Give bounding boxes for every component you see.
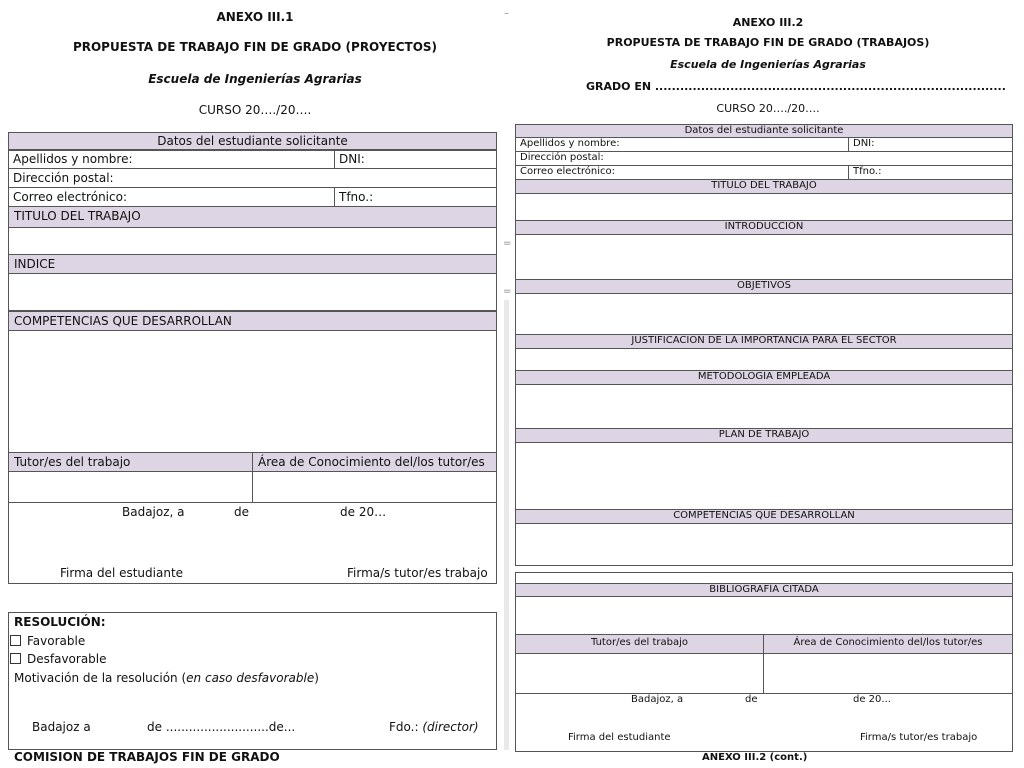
- right-place-date: Badajoz, a: [631, 694, 684, 705]
- left-unfavorable-option[interactable]: [10, 652, 107, 666]
- left-date-de1: de: [234, 505, 249, 519]
- right-bibliography-section: BIBLIOGRAFÍA CITADA: [515, 583, 1013, 597]
- left-skills-section: COMPETENCIAS QUE DESARROLLAN: [8, 311, 497, 331]
- left-area-input[interactable]: [252, 471, 497, 503]
- right-phone-label: Tfno.:: [853, 166, 882, 177]
- left-date-de2: de 20…: [340, 505, 387, 519]
- unfavorable-checkbox[interactable]: [10, 653, 21, 664]
- favorable-checkbox[interactable]: [10, 635, 21, 646]
- right-intro-section: INTRODUCCION: [515, 220, 1013, 235]
- right-methodology-input[interactable]: [515, 384, 1013, 429]
- right-tutors-input[interactable]: [515, 653, 764, 694]
- left-area-label: Área de Conocimiento del/los tutor/es: [252, 452, 497, 472]
- left-unfavorable-label: Desfavorable: [27, 652, 107, 666]
- left-fdo: Fdo.: (director): [389, 720, 479, 734]
- left-course: CURSO 20…./20….: [198, 103, 312, 117]
- left-favorable-option[interactable]: [10, 634, 85, 648]
- left-index-input[interactable]: [8, 273, 497, 311]
- right-plan-section: PLAN DE TRABAJO: [515, 428, 1013, 443]
- left-title-section: TITULO DEL TRABAJO: [8, 206, 497, 228]
- right-justification-section: JUSTIFICACIÓN DE LA IMPORTANCIA PARA EL SECTOR: [515, 334, 1013, 349]
- right-name-field[interactable]: [515, 137, 849, 152]
- page-divider: [504, 300, 509, 750]
- left-dni-field[interactable]: [334, 150, 497, 169]
- right-degree: GRADO EN ....................................................................................: [586, 80, 1006, 93]
- right-skills-input[interactable]: [515, 523, 1013, 566]
- left-dni-label: DNI:: [339, 152, 365, 166]
- left-resolution-title: RESOLUCIÓN:: [14, 615, 106, 629]
- left-student-header: Datos del estudiante solicitante: [8, 132, 497, 150]
- left-skills-input[interactable]: [8, 330, 497, 453]
- right-address-field[interactable]: [515, 151, 1013, 166]
- right-address-label: Dirección postal:: [520, 152, 604, 163]
- left-address-field[interactable]: [8, 168, 497, 188]
- right-student-signature: Firma del estudiante: [568, 732, 671, 743]
- right-area-label: Área de Conocimiento del/los tutor/es: [763, 634, 1013, 654]
- left-phone-field[interactable]: [334, 187, 497, 207]
- right-title-input[interactable]: [515, 193, 1013, 221]
- right-intro-input[interactable]: [515, 234, 1013, 280]
- left-school-name: Escuela de Ingenierías Agrarias: [148, 72, 362, 86]
- right-tutors-label: Tutor/es del trabajo: [515, 634, 764, 654]
- right-dni-field[interactable]: [848, 137, 1013, 152]
- left-student-signature: Firma del estudiante: [60, 566, 184, 580]
- left-res-date: de ...........................de...: [147, 720, 296, 734]
- right-skills-section: COMPETENCIAS QUE DESARROLLAN: [515, 509, 1013, 524]
- right-justification-input[interactable]: [515, 348, 1013, 371]
- left-name-label: Apellidos y nombre:: [13, 152, 133, 166]
- left-tutor-signature: Firma/s tutor/es trabajo: [347, 566, 488, 580]
- divider-mark-2: =: [503, 286, 512, 297]
- right-annex-title: ANEXO III.2: [732, 16, 804, 29]
- right-email-label: Correo electrónico:: [520, 166, 615, 177]
- left-motivation-label: Motivación de la resolución (en caso desfavorable): [14, 671, 319, 685]
- right-objectives-input[interactable]: [515, 293, 1013, 335]
- left-email-field[interactable]: [8, 187, 335, 207]
- right-phone-field[interactable]: [848, 165, 1013, 180]
- right-area-input[interactable]: [763, 653, 1013, 694]
- left-place-date: Badajoz, a: [122, 505, 185, 519]
- left-res-place: Badajoz a: [32, 720, 91, 734]
- right-tutor-signature: Firma/s tutor/es trabajo: [860, 732, 978, 743]
- left-phone-label: Tfno.:: [339, 190, 374, 204]
- left-form-title: PROPUESTA DE TRABAJO FIN DE GRADO (PROYECTOS): [72, 40, 438, 54]
- left-tutors-label: Tutor/es del trabajo: [8, 452, 253, 472]
- right-course: CURSO 20…./20….: [716, 102, 820, 115]
- divider-mark-top: –: [504, 8, 509, 19]
- right-footer: ANEXO III.2 (cont.): [702, 752, 808, 763]
- divider-mark-1: =: [503, 238, 512, 249]
- left-title-input[interactable]: [8, 227, 497, 255]
- right-student-header: Datos del estudiante solicitante: [515, 124, 1013, 138]
- right-date-de1: de: [745, 694, 758, 705]
- right-date-de2: de 20...: [853, 694, 891, 705]
- left-index-section: INDICE: [8, 254, 497, 274]
- left-annex-title: ANEXO III.1: [216, 10, 294, 24]
- left-name-field[interactable]: [8, 150, 335, 169]
- right-name-label: Apellidos y nombre:: [520, 138, 620, 149]
- left-email-label: Correo electrónico:: [13, 190, 127, 204]
- right-plan-input[interactable]: [515, 442, 1013, 510]
- right-dni-label: DNI:: [853, 138, 875, 149]
- right-form-title: PROPUESTA DE TRABAJO FIN DE GRADO (TRABAJOS): [606, 36, 930, 49]
- right-email-field[interactable]: [515, 165, 849, 180]
- right-objectives-section: OBJETIVOS: [515, 279, 1013, 294]
- right-methodology-section: METODOLOGÍA EMPLEADA: [515, 370, 1013, 385]
- left-address-label: Dirección postal:: [13, 171, 114, 185]
- left-committee: COMISION DE TRABAJOS FIN DE GRADO: [14, 750, 280, 764]
- right-title-section: TITULO DEL TRABAJO: [515, 179, 1013, 194]
- right-school-name: Escuela de Ingenierías Agrarias: [670, 58, 866, 71]
- right-bibliography-input[interactable]: [515, 596, 1013, 635]
- left-tutors-input[interactable]: [8, 471, 253, 503]
- left-favorable-label: Favorable: [27, 634, 86, 648]
